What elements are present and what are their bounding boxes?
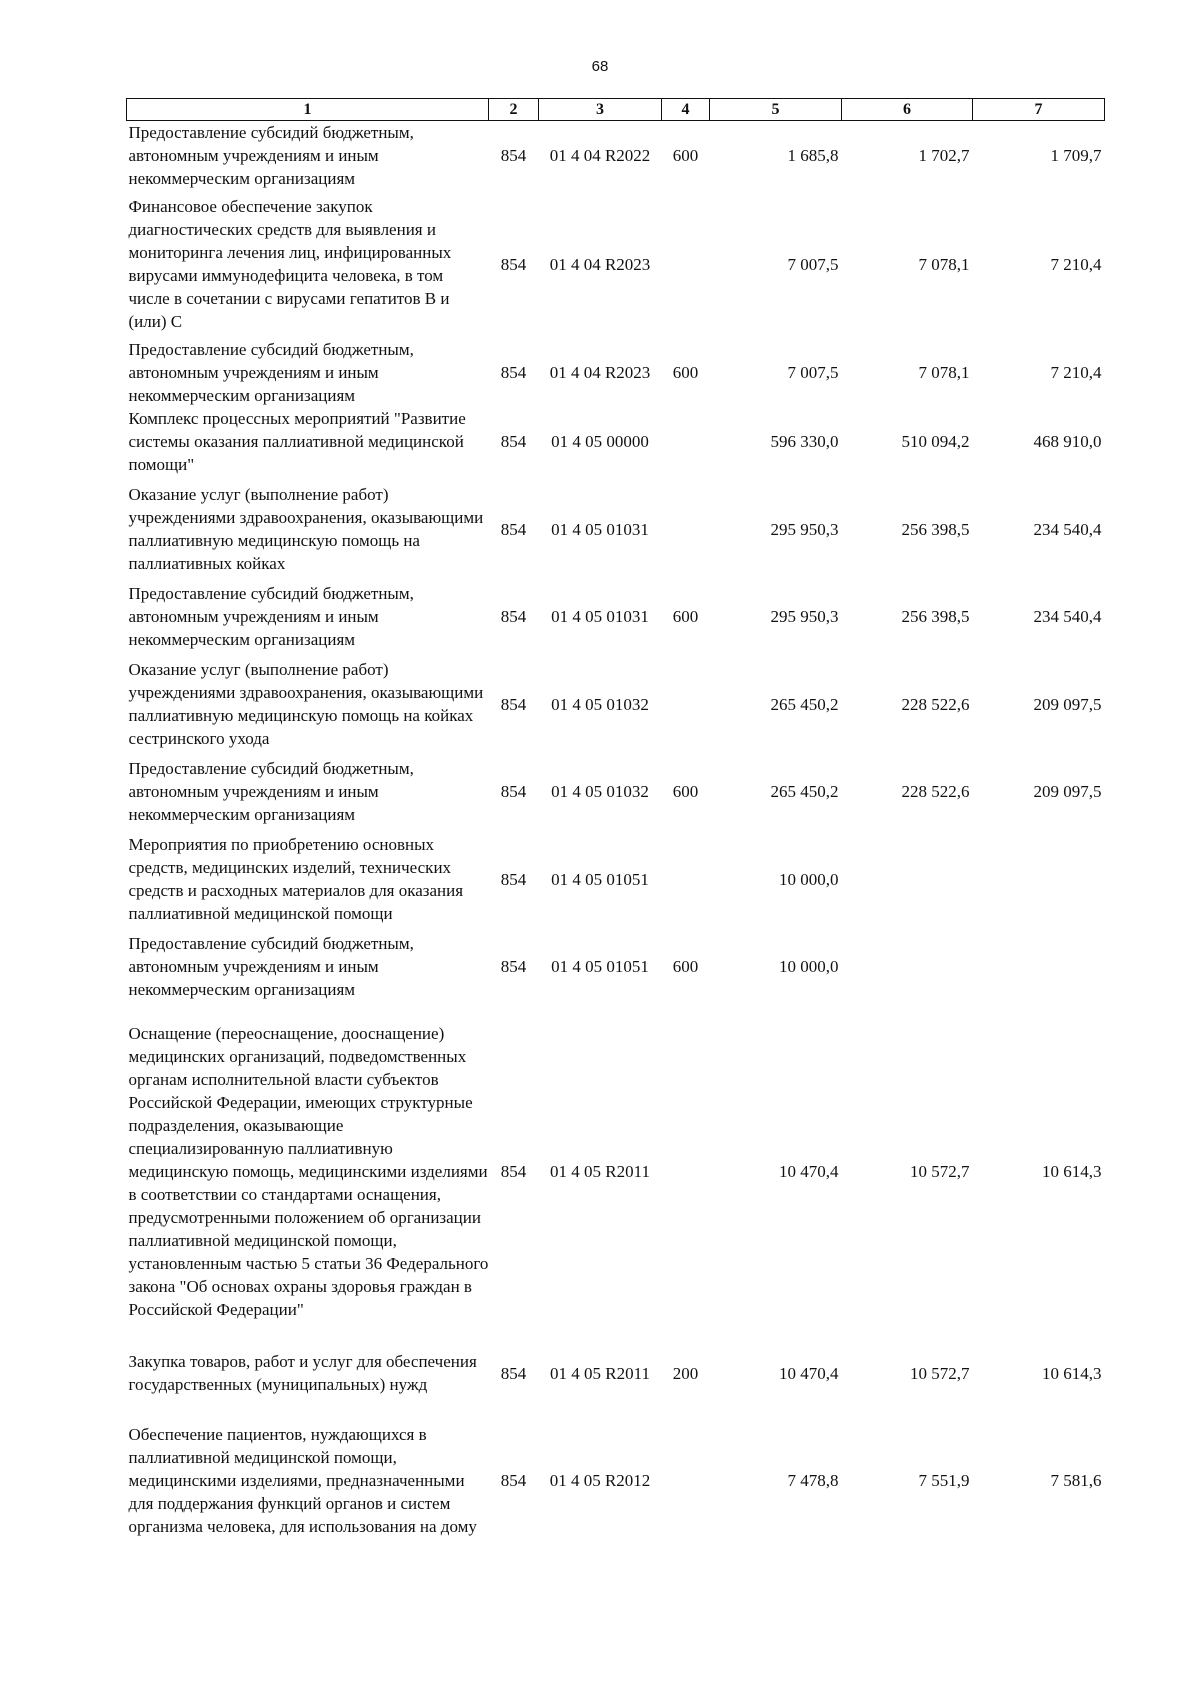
row-expense-type-cell bbox=[662, 476, 710, 582]
row-amount-year3-cell: 7 581,6 bbox=[1050, 1470, 1102, 1490]
row-amount-year2-cell: 7 551,9 bbox=[918, 1470, 970, 1490]
row-name-cell: Мероприятия по приобретению основных средств, медицинских изделий, технических средств и расходных материалов для оказания паллиативной медицинской помощи bbox=[128, 835, 464, 923]
row-amount-year2-cell bbox=[842, 826, 973, 932]
row-classification-cell: 01 4 05 01031 bbox=[551, 519, 649, 539]
row-amount-year3-cell: 10 614,3 bbox=[1042, 1161, 1102, 1181]
row-name-cell: Комплекс процессных мероприятий "Развитие системы оказания паллиативной медицинской помощи" bbox=[128, 409, 466, 474]
table-row bbox=[127, 407, 1105, 476]
row-code-cell: 854 bbox=[500, 146, 527, 165]
row-amount-year3-cell: 7 210,4 bbox=[1050, 363, 1102, 382]
row-amount-year1-cell: 10 000,0 bbox=[779, 869, 839, 889]
row-classification-cell: 01 4 05 01051 bbox=[551, 957, 649, 976]
table-row bbox=[127, 932, 1105, 1001]
table-body bbox=[127, 121, 1105, 1556]
table-row bbox=[127, 1405, 1105, 1555]
row-expense-type-cell: 600 bbox=[672, 957, 699, 976]
table-row bbox=[127, 1001, 1105, 1341]
row-amount-year2-cell: 7 078,1 bbox=[918, 254, 970, 274]
row-amount-year1-cell: 7 478,8 bbox=[787, 1470, 839, 1490]
header-row bbox=[127, 99, 1105, 121]
row-amount-year1-cell: 265 450,2 bbox=[770, 694, 839, 714]
row-amount-year2-cell: 1 702,7 bbox=[918, 146, 970, 165]
row-amount-year2-cell: 228 522,6 bbox=[901, 694, 970, 714]
row-amount-year3-cell bbox=[973, 826, 1105, 932]
header-col-5: 5 bbox=[710, 99, 842, 121]
header-col-7: 7 bbox=[973, 99, 1105, 121]
row-amount-year3-cell: 209 097,5 bbox=[1033, 782, 1102, 801]
row-expense-type-cell bbox=[662, 651, 710, 757]
row-code-cell: 854 bbox=[500, 1161, 527, 1181]
row-classification-cell: 01 4 05 01032 bbox=[551, 782, 649, 801]
header-col-2: 2 bbox=[489, 99, 539, 121]
row-amount-year1-cell: 1 685,8 bbox=[787, 146, 839, 165]
table-row bbox=[127, 190, 1105, 338]
row-code-cell: 854 bbox=[500, 869, 527, 889]
row-amount-year1-cell: 10 470,4 bbox=[779, 1161, 839, 1181]
row-classification-cell: 01 4 05 R2011 bbox=[550, 1161, 650, 1181]
row-code-cell: 854 bbox=[500, 1363, 527, 1383]
row-name-cell: Предоставление субсидий бюджетным, автономным учреждениям и иным некоммерческим организациям bbox=[128, 934, 414, 999]
row-amount-year3-cell: 234 540,4 bbox=[1033, 607, 1102, 626]
row-amount-year3-cell: 209 097,5 bbox=[1033, 694, 1102, 714]
row-name-cell: Закупка товаров, работ и услуг для обеспечения государственных (муниципальных) нужд bbox=[128, 1352, 477, 1394]
header-col-6: 6 bbox=[842, 99, 973, 121]
table-header bbox=[127, 99, 1105, 121]
row-classification-cell: 01 4 04 R2022 bbox=[549, 146, 651, 165]
row-name-cell: Оказание услуг (выполнение работ) учреждениями здравоохранения, оказывающими паллиативную медицинскую помощь на койках сестринского ухода bbox=[128, 660, 484, 748]
row-amount-year1-cell: 10 000,0 bbox=[779, 957, 839, 976]
table-row bbox=[127, 1341, 1105, 1405]
row-name-cell: Предоставление субсидий бюджетным, автономным учреждениям и иным некоммерческим организациям bbox=[128, 584, 414, 649]
row-code-cell: 854 bbox=[500, 607, 527, 626]
row-amount-year2-cell: 10 572,7 bbox=[910, 1363, 970, 1383]
table-row bbox=[127, 651, 1105, 757]
row-amount-year1-cell: 295 950,3 bbox=[770, 607, 839, 626]
row-classification-cell: 01 4 05 R2011 bbox=[550, 1363, 650, 1383]
row-amount-year1-cell: 7 007,5 bbox=[787, 254, 839, 274]
row-code-cell: 854 bbox=[500, 519, 527, 539]
budget-table bbox=[126, 98, 1105, 1555]
header-col-4: 4 bbox=[662, 99, 710, 121]
row-expense-type-cell: 600 bbox=[672, 607, 699, 626]
row-amount-year2-cell: 256 398,5 bbox=[901, 519, 970, 539]
row-amount-year3-cell: 7 210,4 bbox=[1050, 254, 1102, 274]
row-expense-type-cell: 600 bbox=[672, 782, 699, 801]
table-row bbox=[127, 826, 1105, 932]
row-amount-year1-cell: 7 007,5 bbox=[787, 363, 839, 382]
header-col-3: 3 bbox=[539, 99, 662, 121]
row-classification-cell: 01 4 04 R2023 bbox=[549, 363, 651, 382]
row-classification-cell: 01 4 05 01032 bbox=[551, 694, 649, 714]
row-amount-year3-cell bbox=[973, 932, 1105, 1001]
table-row bbox=[127, 757, 1105, 826]
table-row bbox=[127, 476, 1105, 582]
row-name-cell: Предоставление субсидий бюджетным, автономным учреждениям и иным некоммерческим организациям bbox=[128, 340, 414, 405]
row-classification-cell: 01 4 05 01031 bbox=[551, 607, 649, 626]
table-row bbox=[127, 338, 1105, 407]
row-code-cell: 854 bbox=[500, 432, 527, 451]
row-amount-year2-cell: 510 094,2 bbox=[901, 432, 970, 451]
row-classification-cell: 01 4 05 00000 bbox=[551, 432, 649, 451]
header-col-1: 1 bbox=[127, 99, 489, 121]
row-amount-year1-cell: 295 950,3 bbox=[770, 519, 839, 539]
row-amount-year3-cell: 10 614,3 bbox=[1042, 1363, 1102, 1383]
row-code-cell: 854 bbox=[500, 1470, 527, 1490]
row-name-cell: Финансовое обеспечение закупок диагностических средств для выявления и мониторинга лечения лиц, инфицированных вирусами иммунодефицита человека, в том числе в сочетании с вирусами гепатитов B и (или) C bbox=[128, 197, 452, 331]
row-expense-type-cell: 600 bbox=[672, 363, 699, 382]
row-expense-type-cell bbox=[662, 826, 710, 932]
row-amount-year2-cell: 228 522,6 bbox=[901, 782, 970, 801]
row-classification-cell: 01 4 05 R2012 bbox=[549, 1470, 651, 1490]
row-amount-year3-cell: 234 540,4 bbox=[1033, 519, 1102, 539]
row-expense-type-cell bbox=[662, 190, 710, 338]
row-name-cell: Оказание услуг (выполнение работ) учреждениями здравоохранения, оказывающими паллиативную медицинскую помощь на паллиативных койках bbox=[128, 485, 484, 573]
row-amount-year1-cell: 265 450,2 bbox=[770, 782, 839, 801]
row-code-cell: 854 bbox=[500, 254, 527, 274]
row-expense-type-cell bbox=[662, 1405, 710, 1555]
row-expense-type-cell bbox=[662, 407, 710, 476]
row-amount-year3-cell: 1 709,7 bbox=[1050, 146, 1102, 165]
page-number: 68 bbox=[591, 58, 609, 75]
table-row bbox=[127, 121, 1105, 191]
row-classification-cell: 01 4 05 01051 bbox=[551, 869, 649, 889]
row-code-cell: 854 bbox=[500, 782, 527, 801]
row-amount-year2-cell: 10 572,7 bbox=[910, 1161, 970, 1181]
row-code-cell: 854 bbox=[500, 694, 527, 714]
row-amount-year1-cell: 10 470,4 bbox=[779, 1363, 839, 1383]
row-expense-type-cell: 200 bbox=[672, 1363, 699, 1383]
row-code-cell: 854 bbox=[500, 363, 527, 382]
row-name-cell: Предоставление субсидий бюджетным, автономным учреждениям и иным некоммерческим организациям bbox=[128, 759, 414, 824]
row-name-cell: Обеспечение пациентов, нуждающихся в паллиативной медицинской помощи, медицинскими изделиями, предназначенными для поддержания функций органов и систем организма человека, для использования на дому bbox=[128, 1424, 477, 1536]
row-amount-year2-cell bbox=[842, 932, 973, 1001]
row-amount-year1-cell: 596 330,0 bbox=[770, 432, 839, 451]
row-amount-year3-cell: 468 910,0 bbox=[1033, 432, 1102, 451]
row-classification-cell: 01 4 04 R2023 bbox=[549, 254, 651, 274]
row-name-cell: Оснащение (переоснащение, дооснащение) медицинских организаций, подведомственных органам исполнительной власти субъектов Российской Федерации, имеющих структурные подразделения, оказывающие специализированную паллиативную медицинскую помощь, медицинскими изделиями в соответствии со стандартами оснащения, предусмотренными положением об организации паллиативной медицинской помощи, установленным частью 5 статьи 36 Федерального закона "Об основах охраны здоровья граждан в Российской Федерации" bbox=[128, 1023, 489, 1319]
row-amount-year2-cell: 256 398,5 bbox=[901, 607, 970, 626]
table-row bbox=[127, 582, 1105, 651]
row-expense-type-cell bbox=[662, 1001, 710, 1341]
row-code-cell: 854 bbox=[500, 957, 527, 976]
row-amount-year2-cell: 7 078,1 bbox=[918, 363, 970, 382]
row-expense-type-cell: 600 bbox=[672, 146, 699, 165]
row-name-cell: Предоставление субсидий бюджетным, автономным учреждениям и иным некоммерческим организациям bbox=[128, 123, 414, 188]
